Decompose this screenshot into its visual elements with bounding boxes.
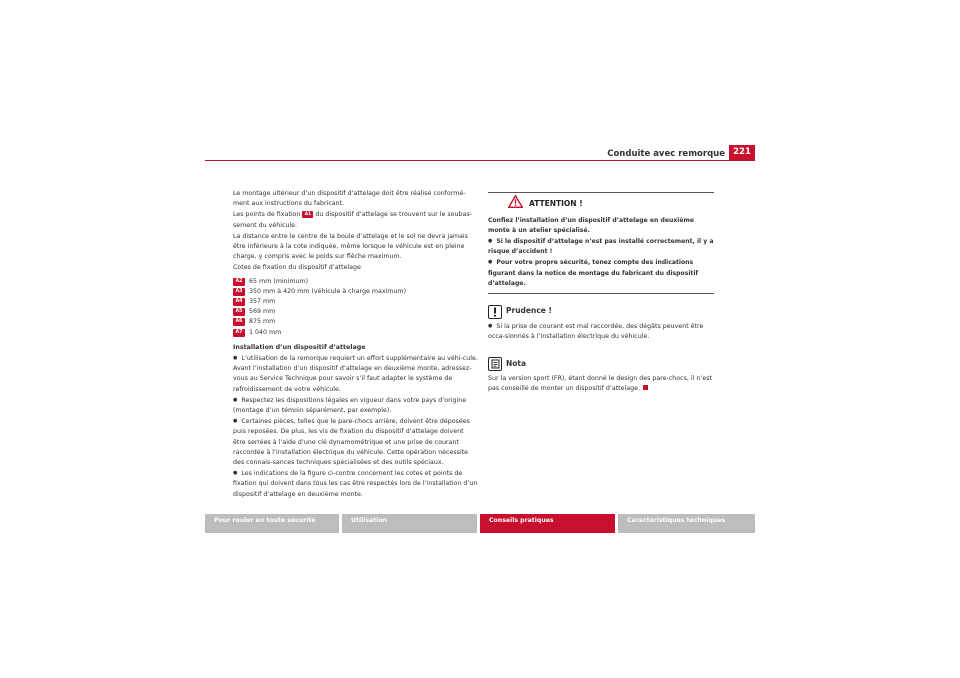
dimension-item [235, 287, 478, 297]
note-icon [488, 357, 502, 371]
header-rule [205, 160, 755, 161]
dimension-item [235, 317, 478, 327]
attention-box [488, 192, 714, 294]
exclamation-icon [488, 305, 502, 319]
prudence-header [488, 304, 714, 320]
text-fragment: du dispositif d’attelage se trouvent sur le soubas-sement du véhicule. [233, 211, 472, 229]
warning-triangle-icon [508, 195, 523, 212]
attention-paragraph: Confiez l’installation d’un dispositif d’attelage en deuxième monte à un atelier spécialisé. [488, 217, 694, 234]
dimension-item [235, 307, 478, 317]
paragraph-dimensions-intro: Cotes de fixation du dispositif d’attelage [233, 264, 361, 272]
prudence-text: ● Si la prise de courant est mal raccordée, des dégâts peuvent être occa-sionnés à l’installation électrique du véhicule. [488, 322, 714, 342]
nota-text-content: Sur la version sport (FR), étant donné le design des pare-chocs, il n’est pas conseillé de monter un dispositif d’attelage. [488, 374, 713, 393]
attention-bullet: ● Pour votre propre sécurité, tenez compte des indications figurant dans la notice de montage du fabricant du dispositif d’attelage. [488, 258, 714, 288]
dimension-text: 1 040 mm [249, 328, 282, 336]
dimension-text: 569 mm [249, 308, 276, 316]
dimension-text: 65 mm (minimum) [249, 277, 309, 285]
dimension-text: 350 mm à 420 mm (véhicule à charge maximum) [249, 287, 407, 295]
end-of-section-icon [643, 385, 648, 390]
nota-text [488, 374, 714, 394]
right-column [488, 192, 714, 394]
callout-badge: A5 [233, 308, 245, 316]
dimension-list [233, 277, 478, 338]
text-fragment: Les points de fixation [233, 211, 303, 219]
callout-badge: A6 [233, 318, 245, 326]
running-header-title: Conduite avec remorque [607, 149, 725, 159]
callout-badge: A1 [302, 211, 313, 218]
callout-badge: A7 [233, 329, 245, 337]
prudence-title: Prudence ! [506, 306, 552, 316]
bullet-item: ● Certaines pièces, telles que le pare-chocs arrière, doivent être déposées puis reposées. De plus, les vis de fixation du dispositif d’attelage doivent être serrées à l’aide d’une clé dynamométrique et une prise de courant raccordée à l’installation électrique du véhicule. Cette opération nécessite des connais-sances techniques spécialisées et des outils spéciaux. [233, 417, 478, 468]
page-number: 221 [729, 145, 755, 160]
bullet-item: ● Respectez les dispositions légales en vigueur dans votre pays d’origine (montage d’un témoin séparément, par exemple). [233, 396, 478, 416]
nota-header [488, 356, 714, 372]
dimension-item [235, 328, 478, 338]
callout-badge: A3 [233, 288, 245, 296]
dimension-text: 357 mm [249, 298, 276, 305]
bullet-item: ● Les indications de la figure ci-contre concernent les cotes et points de fixation qui doivent dans tous les cas être respectés lors de l’installation d’un dispositif d’attelage en deuxième monte. [233, 469, 478, 500]
dimension-text: 875 mm [249, 318, 276, 326]
footer-tab-utilisation[interactable]: Utilisation [342, 514, 477, 533]
paragraph-distance: La distance entre le centre de la boule d’attelage et le sol ne devra jamais être inférieure à la cote indiquée, même lorsque le véhicule est en pleine charge, y compris avec le poids sur flèche maximum. [233, 232, 468, 261]
section-heading: Installation d’un dispositif d’attelage [233, 343, 366, 351]
callout-badge: A2 [233, 278, 245, 286]
attention-title: ATTENTION ! [529, 198, 583, 208]
footer-tab-conseils-pratiques[interactable]: Conseils pratiques [480, 514, 615, 533]
nota-title: Nota [506, 358, 527, 368]
attention-body [488, 216, 714, 289]
callout-badge: A4 [233, 298, 245, 306]
dimension-item [235, 297, 478, 307]
attention-bullet: ● Si le dispositif d’attelage n’est pas installé correctement, il y a risque d’accident ! [488, 237, 714, 258]
paragraph-fixation-points [233, 210, 478, 230]
paragraph-intro: Le montage ultérieur d’un dispositif d’attelage doit être réalisé conformé-ment aux instructions du fabricant. [233, 190, 466, 208]
bullet-item: ● L’utilisation de la remorque requiert un effort supplémentaire au véhi-cule. Avant l’installation d’un dispositif d’attelage en deuxième monte, adressez-vous au Service Technique pour savoir s’il faut adapter le système de refroidissement de votre véhicule. [233, 354, 478, 395]
dimension-item [235, 277, 478, 287]
footer-tab-securite[interactable]: Pour rouler en toute sécurité [205, 514, 339, 533]
left-column [233, 189, 478, 500]
footer-tab-caracteristiques[interactable]: Caractéristiques techniques [618, 514, 755, 533]
attention-header [508, 196, 714, 212]
